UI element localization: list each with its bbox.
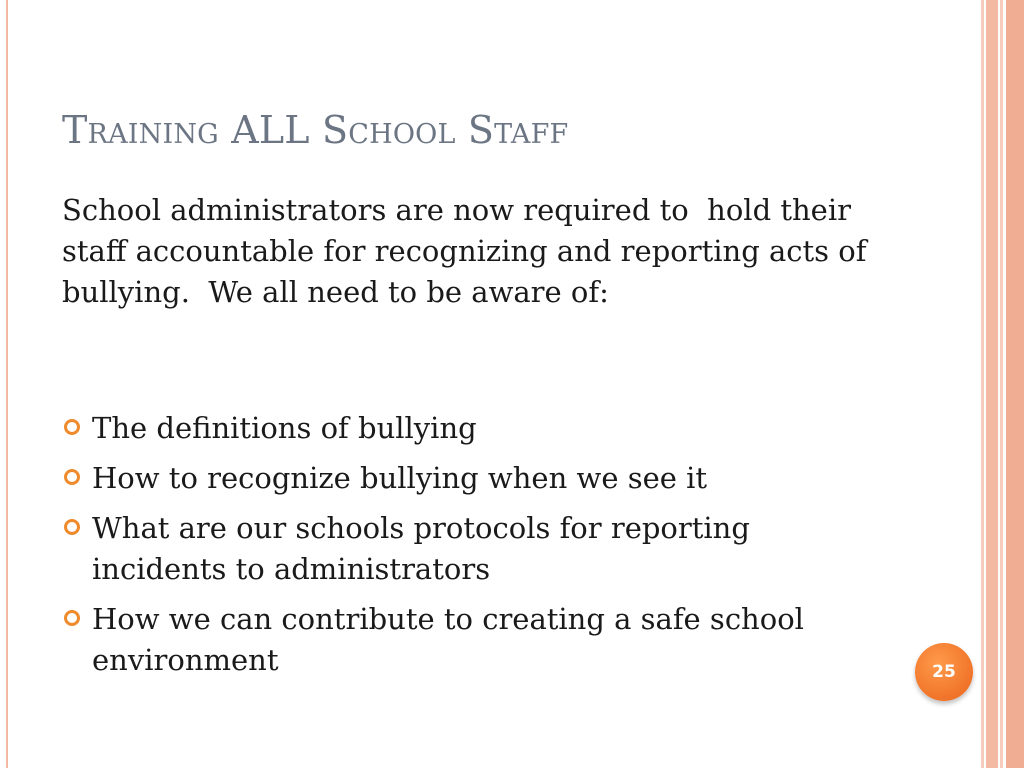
right-decor-stripe: [981, 0, 984, 768]
hollow-circle-bullet-icon: [64, 610, 80, 626]
slide-title: Training ALL School Staff: [62, 108, 569, 152]
hollow-circle-bullet-icon: [64, 519, 80, 535]
bullet-text: The definitions of bullying: [92, 411, 477, 445]
right-decor-stripe: [1000, 0, 1003, 768]
hollow-circle-bullet-icon: [64, 419, 80, 435]
bullet-item: [62, 458, 882, 499]
bullet-list: [62, 408, 882, 690]
intro-paragraph: School administrators are now required to hold their staff accountable for recognizing and reporting acts of bullying. We all need to be aware of:: [62, 193, 876, 309]
bullet-text: How to recognize bullying when we see it: [92, 461, 708, 495]
page-number-badge: 25: [915, 643, 973, 701]
hollow-circle-bullet-icon: [64, 469, 80, 485]
right-decor-stripe: [1006, 0, 1024, 768]
right-decor-stripe: [986, 0, 998, 768]
bullet-item: [62, 408, 882, 449]
bullet-item: [62, 599, 882, 681]
bullet-text: What are our schools protocols for reporting incidents to administrators: [92, 511, 750, 586]
bullet-item: [62, 508, 882, 590]
bullet-text: How we can contribute to creating a safe school environment: [92, 602, 804, 677]
left-border-stripe: [6, 0, 8, 768]
